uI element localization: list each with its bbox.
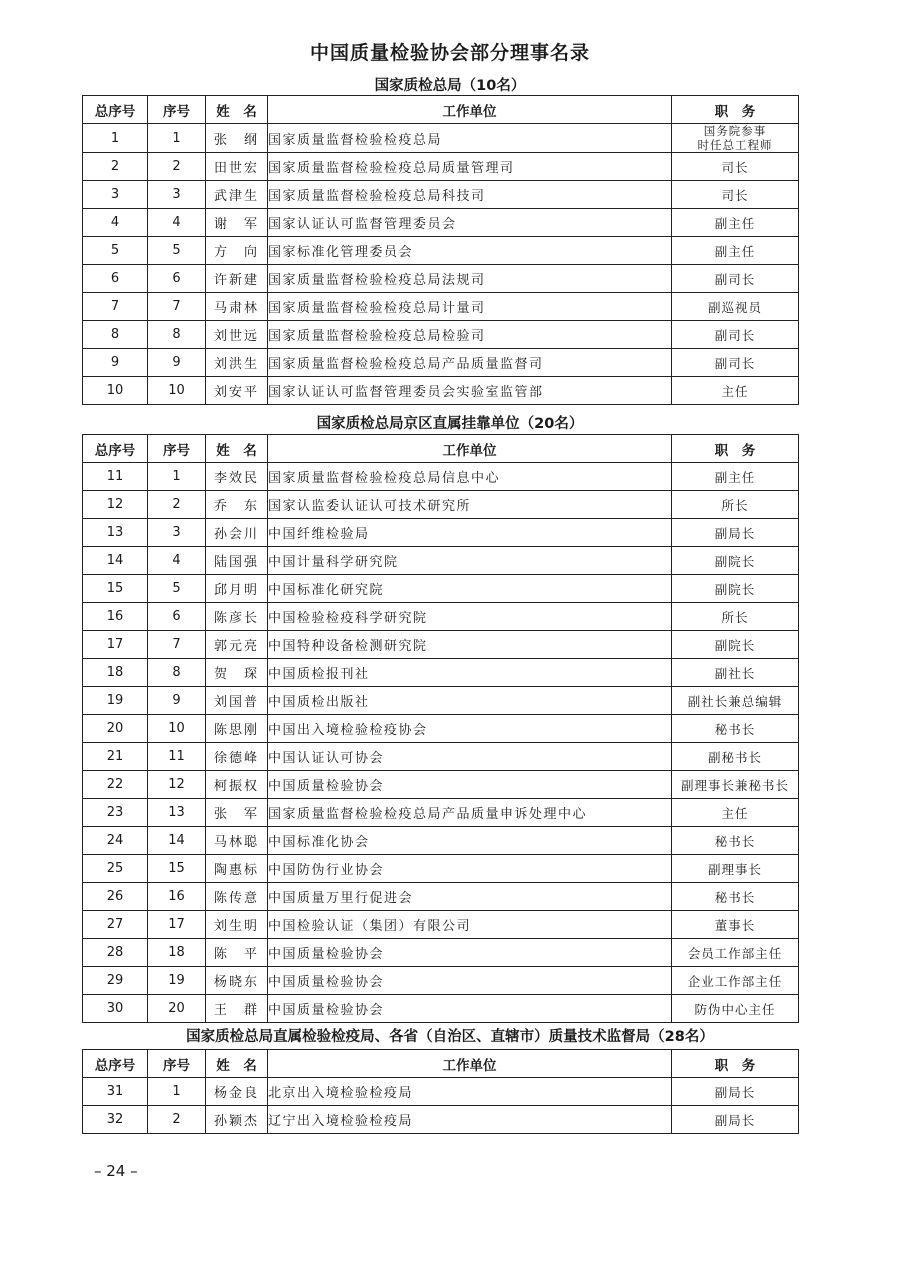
table-header-row	[83, 96, 799, 124]
seq-no-cell: 8	[148, 321, 206, 349]
total-no-cell: 30	[83, 995, 148, 1023]
table-row	[83, 659, 799, 687]
total-no-cell: 25	[83, 855, 148, 883]
header-unit: 工作单位	[268, 435, 672, 463]
position-cell: 主任	[672, 377, 799, 405]
unit-cell: 国家质量监督检验检疫总局产品质量申诉处理中心	[268, 799, 672, 827]
table-row	[83, 265, 799, 293]
unit-cell: 中国标准化研究院	[268, 575, 672, 603]
position-cell: 副社长	[672, 659, 799, 687]
unit-cell: 中国质量检验协会	[268, 939, 672, 967]
name-cell: 刘世远	[206, 321, 268, 349]
position-cell: 副局长	[672, 519, 799, 547]
total-no-cell: 6	[83, 265, 148, 293]
position-cell: 秘书长	[672, 827, 799, 855]
table-row	[83, 237, 799, 265]
section-title-3: 国家质检总局直属检验检疫局、各省（自治区、直辖市）质量技术监督局（28名）	[186, 1029, 714, 1045]
table-row	[83, 547, 799, 575]
name-cell: 徐德峰	[206, 743, 268, 771]
header-seq-no: 序号	[148, 1050, 206, 1078]
table-row	[83, 491, 799, 519]
name-cell: 张 纲	[206, 124, 268, 153]
total-no-cell: 28	[83, 939, 148, 967]
name-cell: 刘国普	[206, 687, 268, 715]
seq-no-cell: 5	[148, 237, 206, 265]
name-cell: 刘生明	[206, 911, 268, 939]
unit-cell: 国家质量监督检验检疫总局法规司	[268, 265, 672, 293]
table-row	[83, 883, 799, 911]
unit-cell: 国家质量监督检验检疫总局计量司	[268, 293, 672, 321]
position-cell: 防伪中心主任	[672, 995, 799, 1023]
total-no-cell: 26	[83, 883, 148, 911]
total-no-cell: 14	[83, 547, 148, 575]
seq-no-cell: 17	[148, 911, 206, 939]
unit-cell: 中国防伪行业协会	[268, 855, 672, 883]
table-row	[83, 995, 799, 1023]
seq-no-cell: 1	[148, 124, 206, 153]
unit-cell: 中国检验认证（集团）有限公司	[268, 911, 672, 939]
seq-no-cell: 10	[148, 377, 206, 405]
unit-cell: 中国计量科学研究院	[268, 547, 672, 575]
position-cell: 所长	[672, 491, 799, 519]
unit-cell: 中国认证认可协会	[268, 743, 672, 771]
name-cell: 乔 东	[206, 491, 268, 519]
unit-cell: 国家质量监督检验检疫总局信息中心	[268, 463, 672, 491]
header-total-no: 总序号	[83, 1050, 148, 1078]
name-cell: 孙会川	[206, 519, 268, 547]
position-cell: 副院长	[672, 547, 799, 575]
name-cell: 陈思刚	[206, 715, 268, 743]
roster-table-2	[82, 434, 799, 1023]
unit-cell: 国家质量监督检验检疫总局	[268, 124, 672, 153]
total-no-cell: 17	[83, 631, 148, 659]
section-title-1: 国家质检总局（10名）	[374, 78, 526, 94]
position-cell: 副司长	[672, 349, 799, 377]
name-cell: 陈 平	[206, 939, 268, 967]
name-cell: 谢 军	[206, 209, 268, 237]
name-cell: 马林聪	[206, 827, 268, 855]
table-row	[83, 911, 799, 939]
total-no-cell: 31	[83, 1078, 148, 1106]
unit-cell: 国家质量监督检验检疫总局产品质量监督司	[268, 349, 672, 377]
seq-no-cell: 4	[148, 547, 206, 575]
seq-no-cell: 9	[148, 687, 206, 715]
table-row	[83, 939, 799, 967]
seq-no-cell: 13	[148, 799, 206, 827]
total-no-cell: 10	[83, 377, 148, 405]
unit-cell: 国家认监委认证认可技术研究所	[268, 491, 672, 519]
seq-no-cell: 19	[148, 967, 206, 995]
header-unit: 工作单位	[268, 1050, 672, 1078]
position-cell: 司长	[672, 153, 799, 181]
position-cell: 副司长	[672, 265, 799, 293]
unit-cell: 中国质检报刊社	[268, 659, 672, 687]
total-no-cell: 2	[83, 153, 148, 181]
table-row	[83, 463, 799, 491]
seq-no-cell: 12	[148, 771, 206, 799]
position-cell: 国务院参事 时任总工程师	[672, 124, 799, 153]
seq-no-cell: 4	[148, 209, 206, 237]
table-row	[83, 687, 799, 715]
name-cell: 贺 琛	[206, 659, 268, 687]
total-no-cell: 15	[83, 575, 148, 603]
name-cell: 田世宏	[206, 153, 268, 181]
unit-cell: 中国特种设备检测研究院	[268, 631, 672, 659]
unit-cell: 中国标准化协会	[268, 827, 672, 855]
table-row	[83, 967, 799, 995]
position-cell: 副理事长兼秘书长	[672, 771, 799, 799]
table-row	[83, 124, 799, 153]
total-no-cell: 27	[83, 911, 148, 939]
position-cell: 副局长	[672, 1078, 799, 1106]
seq-no-cell: 6	[148, 265, 206, 293]
unit-cell: 国家认证认可监督管理委员会	[268, 209, 672, 237]
total-no-cell: 8	[83, 321, 148, 349]
position-cell: 秘书长	[672, 883, 799, 911]
table-row	[83, 181, 799, 209]
position-cell: 副院长	[672, 631, 799, 659]
unit-cell: 中国质量万里行促进会	[268, 883, 672, 911]
name-cell: 马肃林	[206, 293, 268, 321]
seq-no-cell: 2	[148, 1106, 206, 1134]
total-no-cell: 20	[83, 715, 148, 743]
name-cell: 柯振权	[206, 771, 268, 799]
name-cell: 刘安平	[206, 377, 268, 405]
position-cell: 企业工作部主任	[672, 967, 799, 995]
table-row	[83, 631, 799, 659]
roster-table-3	[82, 1049, 799, 1134]
position-cell: 副主任	[672, 463, 799, 491]
unit-cell: 国家质量监督检验检疫总局科技司	[268, 181, 672, 209]
seq-no-cell: 8	[148, 659, 206, 687]
position-cell: 副理事长	[672, 855, 799, 883]
name-cell: 王 群	[206, 995, 268, 1023]
unit-cell: 中国纤维检验局	[268, 519, 672, 547]
table-row	[83, 377, 799, 405]
total-no-cell: 16	[83, 603, 148, 631]
name-cell: 陆国强	[206, 547, 268, 575]
unit-cell: 中国质量检验协会	[268, 995, 672, 1023]
table-row	[83, 715, 799, 743]
unit-cell: 国家认证认可监督管理委员会实验室监管部	[268, 377, 672, 405]
header-name: 姓 名	[206, 96, 268, 124]
position-cell: 副院长	[672, 575, 799, 603]
total-no-cell: 18	[83, 659, 148, 687]
seq-no-cell: 15	[148, 855, 206, 883]
name-cell: 邱月明	[206, 575, 268, 603]
table-header-row	[83, 1050, 799, 1078]
table-row	[83, 293, 799, 321]
total-no-cell: 13	[83, 519, 148, 547]
position-cell: 副局长	[672, 1106, 799, 1134]
table-row	[83, 799, 799, 827]
seq-no-cell: 3	[148, 519, 206, 547]
seq-no-cell: 20	[148, 995, 206, 1023]
total-no-cell: 11	[83, 463, 148, 491]
position-cell: 副主任	[672, 237, 799, 265]
unit-cell: 中国出入境检验检疫协会	[268, 715, 672, 743]
seq-no-cell: 18	[148, 939, 206, 967]
name-cell: 许新建	[206, 265, 268, 293]
total-no-cell: 23	[83, 799, 148, 827]
header-name: 姓 名	[206, 435, 268, 463]
seq-no-cell: 5	[148, 575, 206, 603]
table-row	[83, 519, 799, 547]
seq-no-cell: 3	[148, 181, 206, 209]
header-position: 职 务	[672, 435, 799, 463]
page-number: – 24 –	[94, 1162, 138, 1180]
name-cell: 杨晓东	[206, 967, 268, 995]
total-no-cell: 32	[83, 1106, 148, 1134]
total-no-cell: 3	[83, 181, 148, 209]
header-total-no: 总序号	[83, 435, 148, 463]
name-cell: 武津生	[206, 181, 268, 209]
table-row	[83, 1078, 799, 1106]
unit-cell: 中国质量检验协会	[268, 771, 672, 799]
name-cell: 方 向	[206, 237, 268, 265]
total-no-cell: 9	[83, 349, 148, 377]
unit-cell: 北京出入境检验检疫局	[268, 1078, 672, 1106]
position-cell: 会员工作部主任	[672, 939, 799, 967]
name-cell: 张 军	[206, 799, 268, 827]
header-unit: 工作单位	[268, 96, 672, 124]
total-no-cell: 5	[83, 237, 148, 265]
name-cell: 孙颖杰	[206, 1106, 268, 1134]
table-row	[83, 1106, 799, 1134]
seq-no-cell: 11	[148, 743, 206, 771]
seq-no-cell: 14	[148, 827, 206, 855]
table-row	[83, 349, 799, 377]
name-cell: 李效民	[206, 463, 268, 491]
unit-cell: 中国检验检疫科学研究院	[268, 603, 672, 631]
total-no-cell: 1	[83, 124, 148, 153]
document-title: 中国质量检验协会部分理事名录	[309, 42, 590, 64]
total-no-cell: 4	[83, 209, 148, 237]
table-header-row	[83, 435, 799, 463]
seq-no-cell: 2	[148, 491, 206, 519]
roster-table-1	[82, 95, 799, 405]
total-no-cell: 19	[83, 687, 148, 715]
name-cell: 郭元亮	[206, 631, 268, 659]
unit-cell: 中国质检出版社	[268, 687, 672, 715]
name-cell: 杨金良	[206, 1078, 268, 1106]
table-row	[83, 575, 799, 603]
total-no-cell: 21	[83, 743, 148, 771]
position-cell: 副巡视员	[672, 293, 799, 321]
header-position: 职 务	[672, 1050, 799, 1078]
table-row	[83, 209, 799, 237]
total-no-cell: 22	[83, 771, 148, 799]
table-row	[83, 771, 799, 799]
unit-cell: 辽宁出入境检验检疫局	[268, 1106, 672, 1134]
name-cell: 陈传意	[206, 883, 268, 911]
header-seq-no: 序号	[148, 435, 206, 463]
seq-no-cell: 9	[148, 349, 206, 377]
position-cell: 副社长兼总编辑	[672, 687, 799, 715]
position-cell: 秘书长	[672, 715, 799, 743]
header-total-no: 总序号	[83, 96, 148, 124]
unit-cell: 国家质量监督检验检疫总局检验司	[268, 321, 672, 349]
header-position: 职 务	[672, 96, 799, 124]
seq-no-cell: 2	[148, 153, 206, 181]
table-row	[83, 743, 799, 771]
table-row	[83, 827, 799, 855]
position-cell: 主任	[672, 799, 799, 827]
table-row	[83, 855, 799, 883]
seq-no-cell: 7	[148, 631, 206, 659]
total-no-cell: 12	[83, 491, 148, 519]
name-cell: 刘洪生	[206, 349, 268, 377]
seq-no-cell: 7	[148, 293, 206, 321]
seq-no-cell: 16	[148, 883, 206, 911]
seq-no-cell: 6	[148, 603, 206, 631]
header-name: 姓 名	[206, 1050, 268, 1078]
table-row	[83, 603, 799, 631]
total-no-cell: 29	[83, 967, 148, 995]
position-cell: 司长	[672, 181, 799, 209]
header-seq-no: 序号	[148, 96, 206, 124]
position-cell: 所长	[672, 603, 799, 631]
seq-no-cell: 1	[148, 463, 206, 491]
seq-no-cell: 10	[148, 715, 206, 743]
section-title-2: 国家质检总局京区直属挂靠单位（20名）	[316, 416, 584, 432]
table-row	[83, 321, 799, 349]
table-row	[83, 153, 799, 181]
position-cell: 董事长	[672, 911, 799, 939]
name-cell: 陈彦长	[206, 603, 268, 631]
position-cell: 副秘书长	[672, 743, 799, 771]
position-cell: 副主任	[672, 209, 799, 237]
unit-cell: 国家质量监督检验检疫总局质量管理司	[268, 153, 672, 181]
name-cell: 陶惠标	[206, 855, 268, 883]
position-cell: 副司长	[672, 321, 799, 349]
unit-cell: 国家标准化管理委员会	[268, 237, 672, 265]
unit-cell: 中国质量检验协会	[268, 967, 672, 995]
total-no-cell: 24	[83, 827, 148, 855]
total-no-cell: 7	[83, 293, 148, 321]
seq-no-cell: 1	[148, 1078, 206, 1106]
